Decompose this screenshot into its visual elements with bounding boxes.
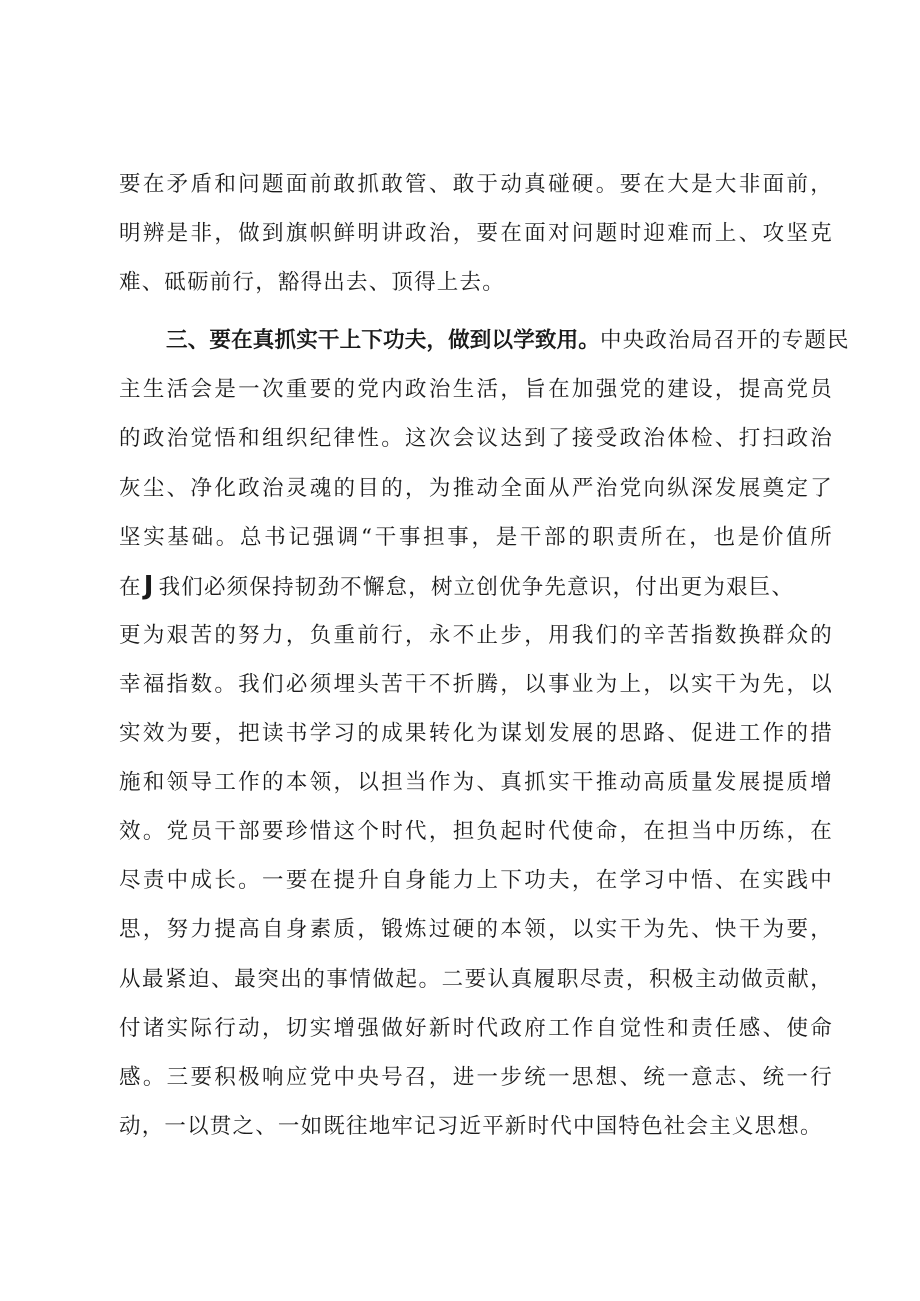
text-line: 动，一以贯之、一如既往地牢记习近平新时代中国特色社会主义思想。 (119, 1113, 823, 1139)
text-line: 的政治觉悟和组织纪律性。这次会议达到了接受政治体检、打扫政治 (119, 426, 833, 452)
text-run: 中央政治局召开的专题民 (600, 328, 850, 354)
text-line: 更为艰苦的努力，负重前行，永不止步，用我们的辛苦指数换群众的 (119, 622, 833, 648)
text-line: 实效为要，把读书学习的成果转化为谋划发展的思路、促进工作的措 (119, 721, 833, 747)
section-heading: 三、要在真抓实干上下功夫，做到以学致用。 (166, 328, 601, 354)
text-line: 幸福指数。我们必须埋头苦干不折腾，以事业为上，以实干为先，以 (119, 671, 833, 697)
paragraph-2 (119, 316, 850, 1151)
paragraph-gap (119, 307, 833, 316)
text-line: 施和领导工作的本领，以担当作为、真抓实干推动高质量发展提质增 (119, 770, 833, 796)
text-line: 要在矛盾和问题面前敢抓敢管、敢于动真碰硬。要在大是大非面前， (119, 172, 833, 197)
text-line: 感。三要积极响应党中央号召，进一步统一思想、统一意志、统一行 (119, 1064, 833, 1090)
text-line: 坚实基础。总书记强调“干事担事，是干部的职责所在，也是价值所 (119, 524, 833, 550)
text-run: 在 (119, 574, 142, 600)
text-line: 效。党员干部要珍惜这个时代，担负起时代使命，在担当中历练，在 (119, 819, 833, 845)
text-line: 灰尘、净化政治灵魂的目的，为推动全面从严治党向纵深发展奠定了 (119, 475, 833, 501)
text-line: 付诸实际行动，切实增强做好新时代政府工作自觉性和责任感、使命 (119, 1015, 833, 1041)
document-body (119, 160, 850, 1151)
text-line (119, 316, 850, 365)
text-run: 我们必须保持韧劲不懈怠，树立创优争先意识，付出更为艰巨、 (158, 574, 795, 600)
text-line: 从最紧迫、最突出的事情做起。二要认真履职尽责，积极主动做贡献， (119, 966, 833, 992)
ocr-glyph: J (143, 570, 155, 601)
text-line: 主生活会是一次重要的党内政治生活，旨在加强党的建设，提高党员 (119, 377, 833, 403)
paragraph-1 (119, 160, 833, 307)
text-line: 明辨是非，做到旗帜鲜明讲政治，要在面对问题时迎难而上、攻坚克 (119, 221, 833, 247)
text-line: 尽责中成长。一要在提升自身能力上下功夫，在学习中悟、在实践中 (119, 868, 833, 894)
text-line (119, 562, 833, 611)
text-line: 难、砥砺前行，豁得出去、顶得上去。 (119, 270, 505, 296)
text-line: 思，努力提高自身素质，锻炼过硬的本领，以实干为先、快干为要， (119, 917, 833, 943)
